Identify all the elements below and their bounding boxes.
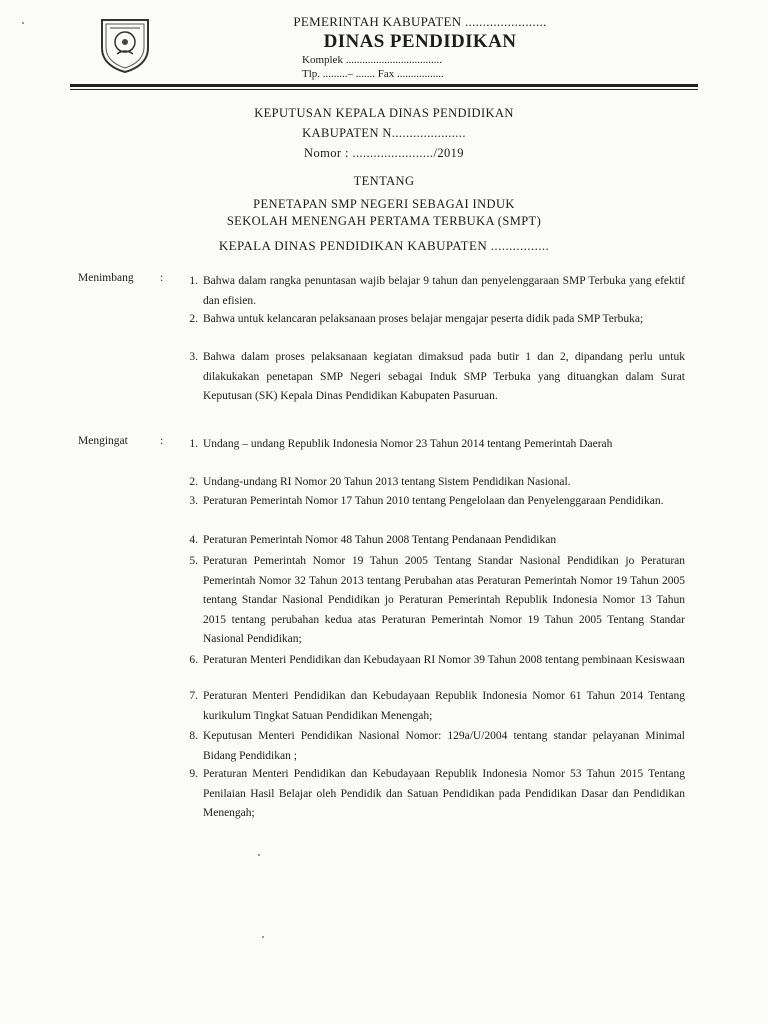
section-label: Menimbang [78,272,134,284]
item-number: 2. [189,476,198,488]
section-colon: : [160,272,164,284]
item-number: 7. [189,690,198,702]
section-menimbang [78,272,690,432]
section-label: Mengingat [78,435,128,447]
item-number: 9. [189,768,198,780]
item-text: Peraturan Pemerintah Nomor 48 Tahun 2008 Tentang Pendanaan Pendidikan [203,534,557,546]
item-number: 8. [189,730,198,742]
letterhead-divider-thin [70,89,698,90]
scan-speck [258,854,260,856]
item-text: Peraturan Pemerintah Nomor 19 Tahun 2005 Tentang Standar Nasional Pendidikan jo Peraturan Pemerintah Nomor 32 Tahun 2013 tentang Perubahan atas Peraturan Pemerintah Nomor 19 Tahun 2005 tentang Standar Nasional Pendidikan jo Peraturan Pemerintah Republik Indonesia Nomor 13 Tahun 2015 tentang perubahan kedua atas Peraturan Pemerintah Nomor 19 Tahun 2005 Tentang Standar Nasional Pendidikan; [203,555,685,645]
item-number: 1. [189,438,198,450]
item-number: 2. [189,313,198,325]
agency-address: Komplek ................................... [302,54,442,66]
decree-subject-line-1: PENETAPAN SMP NEGERI SEBAGAI INDUK [253,197,515,211]
section-mengingat [78,435,690,835]
regency-emblem-icon [96,14,154,74]
decree-about-label: TENTANG [353,174,415,188]
item-number: 5. [189,555,198,567]
decree-title: KEPUTUSAN KEPALA DINAS PENDIDIKAN [254,106,514,120]
item-number: 3. [189,495,198,507]
decree-number: Nomor : ......................./2019 [304,146,464,160]
item-text: Peraturan Menteri Pendidikan dan Kebudayaan Republik Indonesia Nomor 53 Tahun 2015 Tentang Penilaian Hasil Belajar oleh Pendidik dan Satuan Pendidikan pada Pendidikan Dasar dan Pendidikan Menengah; [203,768,685,819]
item-text: Peraturan Menteri Pendidikan dan Kebudayaan Republik Indonesia Nomor 61 Tahun 2014 Tentang kurikulum Tingkat Satuan Pendidikan Menengah; [203,690,685,722]
agency-name: DINAS PENDIDIKAN [323,31,517,52]
item-number: 1. [189,275,198,287]
scan-speck [22,22,24,24]
item-number: 4. [189,534,198,546]
item-text: Bahwa untuk kelancaran pelaksanaan proses belajar mengajar peserta didik pada SMP Terbuka; [203,313,644,325]
item-text: Keputusan Menteri Pendidikan Nasional Nomor: 129a/U/2004 tentang standar pelayanan Minimal Bidang Pendidikan ; [203,730,685,762]
section-colon: : [160,435,164,447]
decree-issuer: KEPALA DINAS PENDIDIKAN KABUPATEN ................ [218,238,550,253]
government-name: PEMERINTAH KABUPATEN ....................... [293,14,547,29]
letterhead-divider-thick [70,84,698,87]
item-number: 3. [189,351,198,363]
item-number: 6. [189,654,198,666]
letterhead [250,14,590,81]
agency-contact: Tlp. .........– ....... Fax ................. [302,68,444,80]
item-text: Undang – undang Republik Indonesia Nomor 23 Tahun 2014 tentang Pemerintah Daerah [203,438,613,450]
decree-subject-line-2: SEKOLAH MENENGAH PERTAMA TERBUKA (SMPT) [226,214,542,228]
item-text: Bahwa dalam proses pelaksanaan kegiatan dimaksud pada butir 1 dan 2, dipandang perlu untuk dilakukakan penetapan SMP Negeri sebagai Induk SMP Terbuka yang dituangkan dalam Surat Keputusan (SK) Kepala Dinas Pendidikan Kabupaten Pasuruan. [203,351,685,402]
item-text: Peraturan Pemerintah Nomor 17 Tahun 2010 tentang Pengelolaan dan Penyelenggaraan Pendidikan. [203,495,664,507]
item-text: Peraturan Menteri Pendidikan dan Kebudayaan RI Nomor 39 Tahun 2008 tentang pembinaan Kesiswaan [203,654,685,666]
item-text: Undang-undang RI Nomor 20 Tahun 2013 tentang Sistem Pendidikan Nasional. [203,476,571,488]
decree-regency: KABUPATEN N..................... [302,126,466,140]
item-text: Bahwa dalam rangka penuntasan wajib belajar 9 tahun dan penyelenggaraan SMP Terbuka yang efektif dan efisien. [203,275,685,307]
scan-speck [262,936,264,938]
